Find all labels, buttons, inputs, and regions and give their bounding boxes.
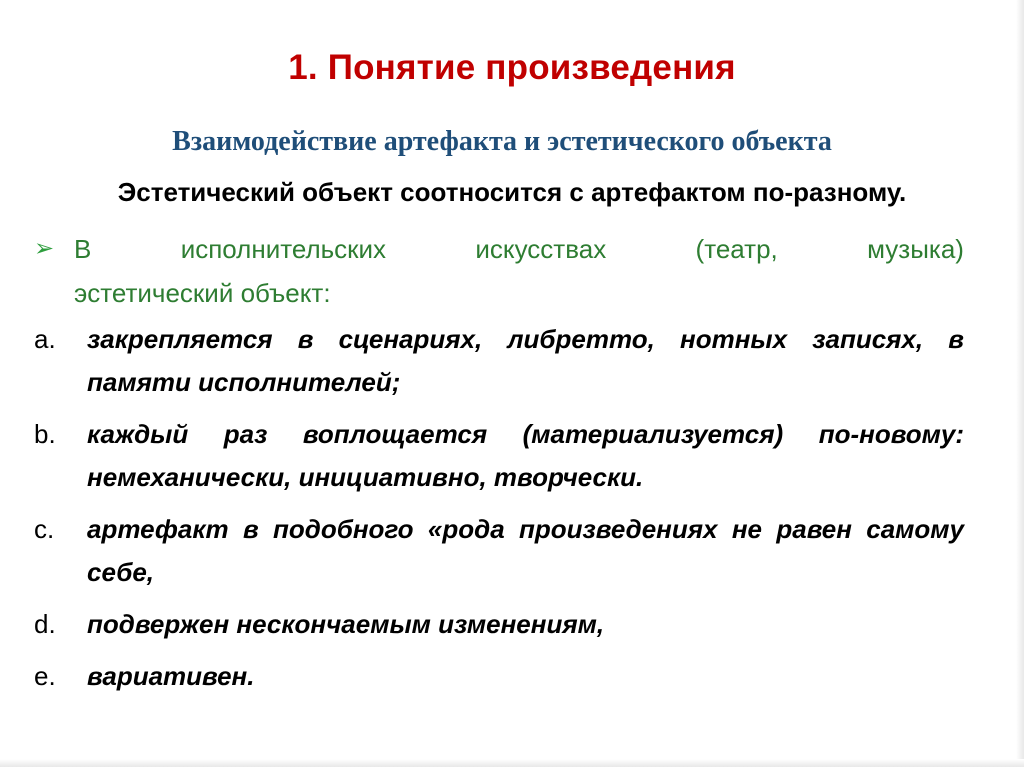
slide-edge-shadow-right	[1016, 0, 1024, 767]
performing-word: музыка)	[867, 234, 964, 264]
performing-word: В	[74, 234, 92, 264]
list-marker: d.	[34, 609, 56, 639]
list-item	[34, 413, 964, 499]
performing-word: (театр,	[695, 234, 778, 264]
list-marker: e.	[34, 661, 56, 691]
lead-statement: Эстетический объект соотносится с артефактом по-разному.	[117, 177, 907, 207]
slide-title: 1. Понятие произведения	[288, 48, 736, 87]
performing-arts-text	[74, 227, 964, 315]
list-marker: a.	[34, 324, 56, 354]
performing-arts-line-2: эстетический объект:	[74, 278, 331, 308]
performing-arts-line-1	[74, 227, 964, 271]
list-item-text: закрепляется в сценариях, либретто, нотных записях, в памяти исполнителей;	[87, 324, 964, 397]
list-item	[34, 655, 964, 698]
list-item	[34, 508, 964, 594]
performing-arts-bullet	[34, 227, 964, 315]
slide-edge-shadow-bottom	[0, 759, 1024, 767]
performing-word: исполнительских	[180, 234, 387, 264]
list-marker: c.	[34, 514, 55, 544]
list-item-text: вариативен.	[87, 661, 255, 691]
arrow-bullet-icon: ➢	[34, 235, 55, 262]
list-item-text: подвержен нескончаемым изменениям,	[87, 609, 605, 639]
list-item-text: каждый раз воплощается (материализуется) по-новому: немеханически, инициативно, творчески.	[87, 419, 964, 492]
slide-subtitle: Взаимодействие артефакта и эстетического объекта	[172, 126, 832, 157]
list-item	[34, 603, 964, 646]
performing-word: искусствах	[475, 234, 607, 264]
list-item	[34, 318, 964, 404]
property-list	[34, 318, 964, 707]
list-item-text: артефакт в подобного «рода произведениях не равен самому себе,	[87, 514, 964, 587]
list-marker: b.	[34, 419, 56, 449]
